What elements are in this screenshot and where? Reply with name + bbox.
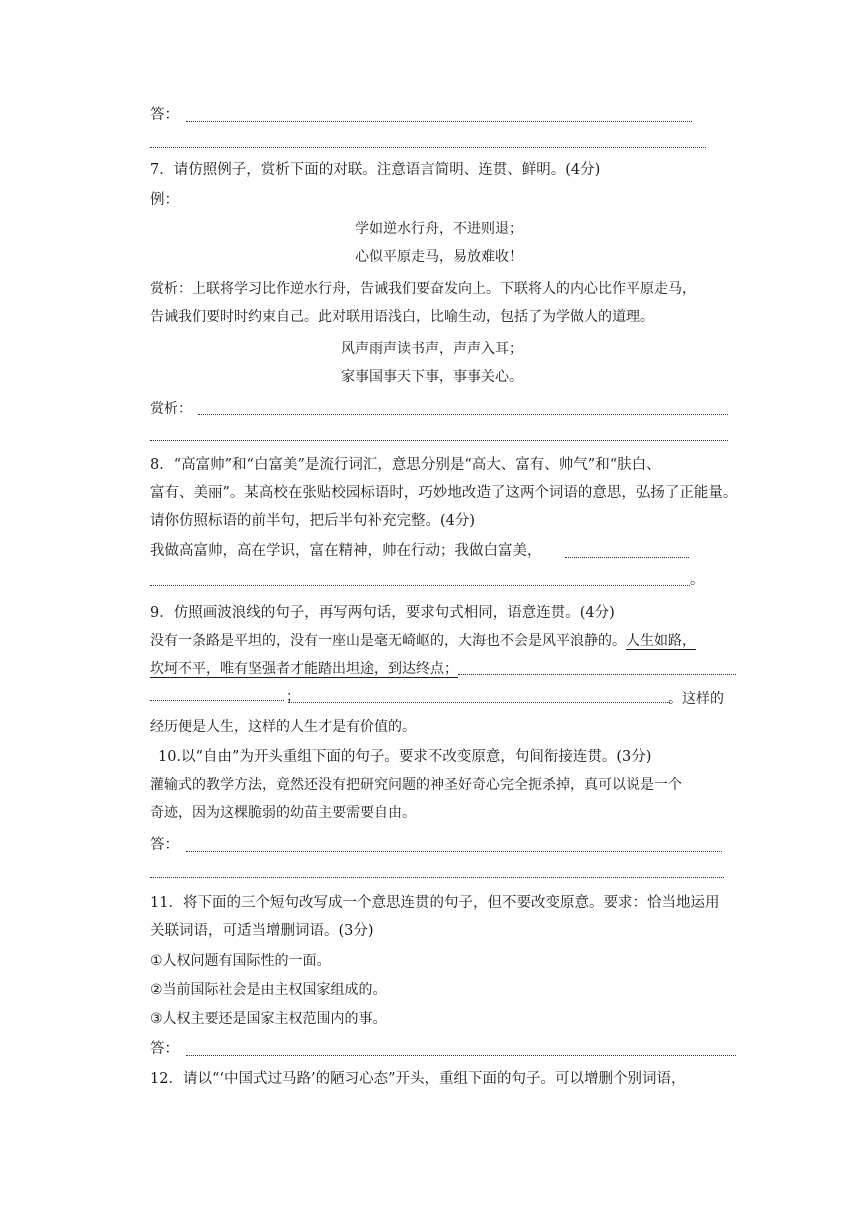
q8-end-mark: 。 bbox=[690, 572, 705, 588]
q7-couplet-line-1: 学如逆水行舟，不进则退； bbox=[355, 221, 523, 237]
q9-line-1: 9．仿照画波浪线的句子，再写两句话，要求句式相同，语意连贯。(4分) bbox=[150, 605, 615, 621]
q10-answer-label: 答： bbox=[150, 837, 179, 853]
q11-item-1: ①人权问题有国际性的一面。 bbox=[150, 953, 331, 969]
q7-example-label: 例： bbox=[150, 192, 179, 208]
q11-line-1: 11．将下面的三个短句改写成一个意思连贯的句子，但不要改变原意。要求：恰当地运用 bbox=[150, 895, 720, 911]
q11-answer-label: 答： bbox=[150, 1041, 179, 1057]
q11-item-2: ②当前国际社会是由主权国家组成的。 bbox=[150, 982, 387, 998]
q8-line-3: 请你仿照标语的前半句，把后半句补充完整。(4分) bbox=[150, 513, 476, 529]
q7-answer-line-2[interactable] bbox=[150, 440, 728, 441]
q7-answer-line-1[interactable] bbox=[198, 414, 728, 415]
q10-line-3: 奇迹，因为这棵脆弱的幼苗主要需要自由。 bbox=[150, 805, 416, 821]
q7-analysis-line-2: 告诫我们要时时约束自己。此对联用语浅白，比喻生动，包括了为学做人的道理。 bbox=[150, 309, 654, 325]
q9-answer-line-3[interactable] bbox=[288, 702, 670, 703]
q8-line-1: 8．“高富帅”和“白富美”是流行词汇，意思分别是“高大、富有、帅气”和“肤白、 bbox=[150, 457, 661, 473]
q9-line-4-tail: 。这样的 bbox=[668, 691, 724, 707]
q8-answer-line-1[interactable] bbox=[565, 557, 689, 558]
q9-line-3 bbox=[150, 658, 458, 680]
q12-line-1: 12．请以“‘中国式过马路’的陋习心态”开头，重组下面的句子。可以增删个别词语， bbox=[150, 1071, 686, 1087]
q7-answer-label: 赏析： bbox=[150, 401, 192, 417]
q9-wavy-sentence-end: 坎坷不平，唯有坚强者才能踏出坦途，到达终点； bbox=[150, 661, 458, 677]
q10-line-2: 灌输式的教学方法，竟然还没有把研究问题的神圣好奇心完全扼杀掉，真可以说是一个 bbox=[150, 777, 682, 793]
q7-couplet-line-2: 心似平原走马，易放难收！ bbox=[355, 249, 523, 265]
q11-item-3: ③人权主要还是国家主权范围内的事。 bbox=[150, 1011, 387, 1027]
q9-answer-line-1[interactable] bbox=[458, 674, 736, 675]
q7-couplet2-line-2: 家事国事天下事，事事关心。 bbox=[341, 369, 523, 385]
q6-answer-line-1[interactable] bbox=[186, 121, 692, 122]
q7-couplet2-line-1: 风声雨声读书声，声声入耳； bbox=[341, 341, 523, 357]
q7-prompt: 7．请仿照例子，赏析下面的对联。注意语言简明、连贯、鲜明。(4分) bbox=[150, 162, 601, 178]
q8-line-2: 富有、美丽”。某高校在张贴校园标语时，巧妙地改造了这两个词语的意思，弘扬了正能量。 bbox=[150, 485, 738, 501]
q9-semicolon: ； bbox=[286, 689, 300, 705]
q9-line-2 bbox=[150, 630, 696, 652]
q8-answer-line-2[interactable] bbox=[150, 585, 690, 586]
q10-line-1: 10.以“自由”为开头重组下面的句子。要求不改变原意，句间衔接连贯。(3分) bbox=[158, 749, 652, 765]
q9-line-5: 经历便是人生，这样的人生才是有价值的。 bbox=[150, 719, 416, 735]
q11-line-2: 关联词语，可适当增删词语。(3分) bbox=[150, 923, 374, 939]
q11-answer-line-1[interactable] bbox=[186, 1055, 736, 1056]
q6-answer-line-2[interactable] bbox=[150, 147, 706, 148]
q9-wavy-sentence-start: 人生如路， bbox=[626, 633, 696, 649]
q8-line-4: 我做高富帅，高在学识，富在精神，帅在行动；我做白富美， bbox=[150, 543, 542, 559]
q10-answer-line-2[interactable] bbox=[150, 877, 724, 878]
q6-answer-label: 答： bbox=[150, 107, 179, 123]
q7-analysis-line-1: 赏析：上联将学习比作逆水行舟，告诫我们要奋发向上。下联将人的内心比作平原走马， bbox=[150, 281, 696, 297]
q9-line-2-plain: 没有一条路是平坦的，没有一座山是毫无崎岖的，大海也不会是风平浪静的。 bbox=[150, 633, 626, 649]
q9-answer-line-2[interactable] bbox=[150, 700, 284, 701]
q10-answer-line-1[interactable] bbox=[186, 851, 722, 852]
